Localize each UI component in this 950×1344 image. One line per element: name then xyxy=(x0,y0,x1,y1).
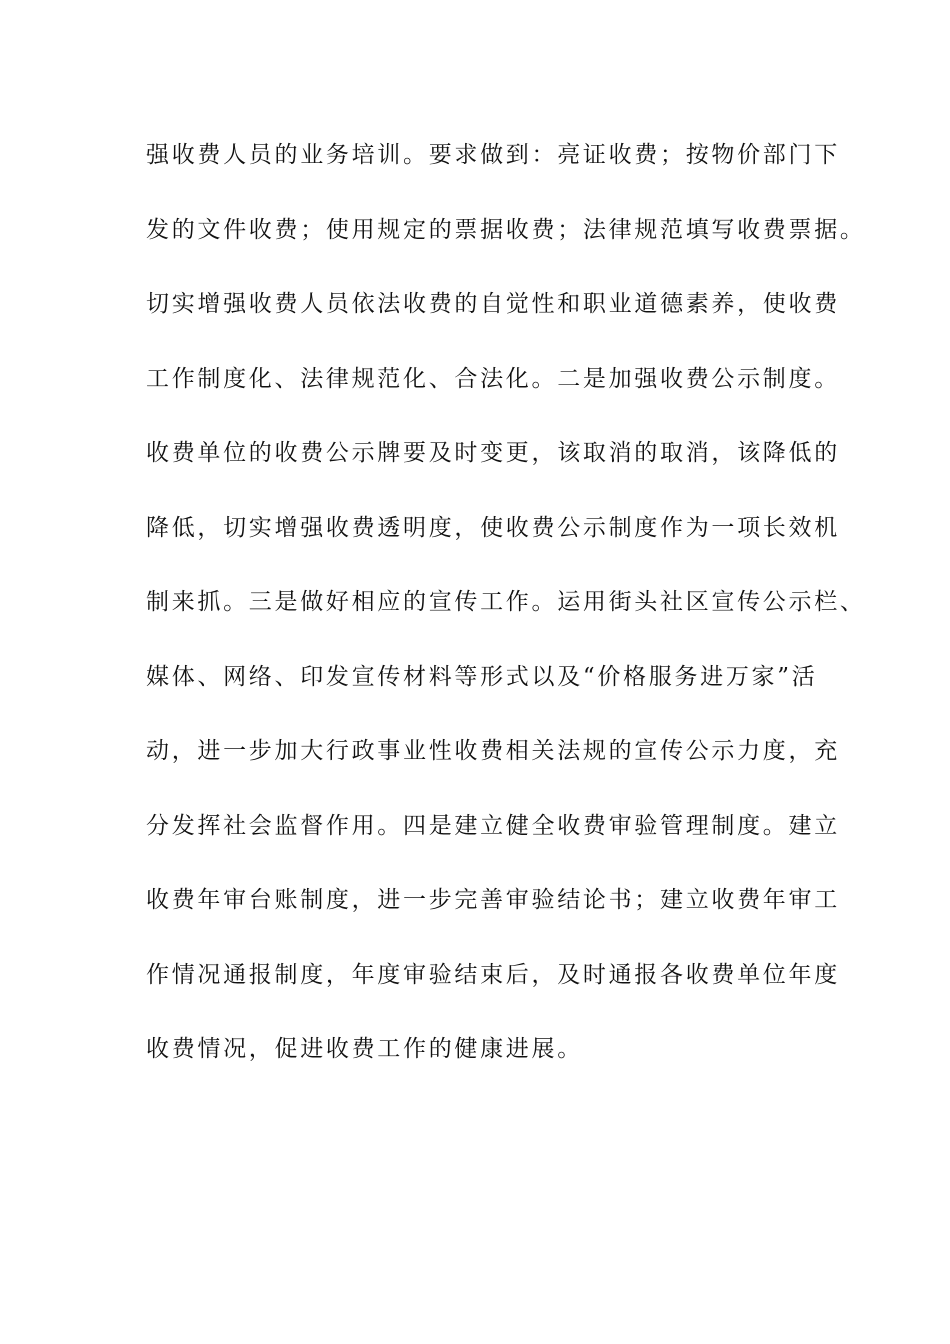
text-line: 降低，切实增强收费透明度，使收费公示制度作为一项长效机 xyxy=(146,514,840,541)
body-paragraph xyxy=(146,130,866,1099)
text-line: 作情况通报制度，年度审验结束后，及时通报各收费单位年度 xyxy=(146,961,840,988)
text-line: 收费单位的收费公示牌要及时变更，该取消的取消，该降低的 xyxy=(146,440,840,466)
text-line: 发的文件收费；使用规定的票据收费；法律规范填写收费票据。 xyxy=(146,216,866,243)
text-line: 切实增强收费人员依法收费的自觉性和职业道德素养，使收费 xyxy=(146,291,840,317)
text-line: 收费年审台账制度，进一步完善审验结论书；建立收费年审工 xyxy=(146,887,840,913)
text-line: 强收费人员的业务培训。要求做到：亮证收费；按物价部门下 xyxy=(146,142,840,168)
text-line: 动，进一步加大行政事业性收费相关法规的宣传公示力度，充 xyxy=(146,738,840,764)
text-line: 媒体、网络、印发宣传材料等形式以及“价格服务进万家”活 xyxy=(146,663,818,690)
text-line: 分发挥社会监督作用。四是建立健全收费审验管理制度。建立 xyxy=(146,812,840,839)
text-line: 收费情况，促进收费工作的健康进展。 xyxy=(146,1036,583,1062)
text-line: 工作制度化、法律规范化、合法化。二是加强收费公示制度。 xyxy=(146,365,840,392)
text-line: 制来抓。三是做好相应的宣传工作。运用街头社区宣传公示栏、 xyxy=(146,589,866,615)
